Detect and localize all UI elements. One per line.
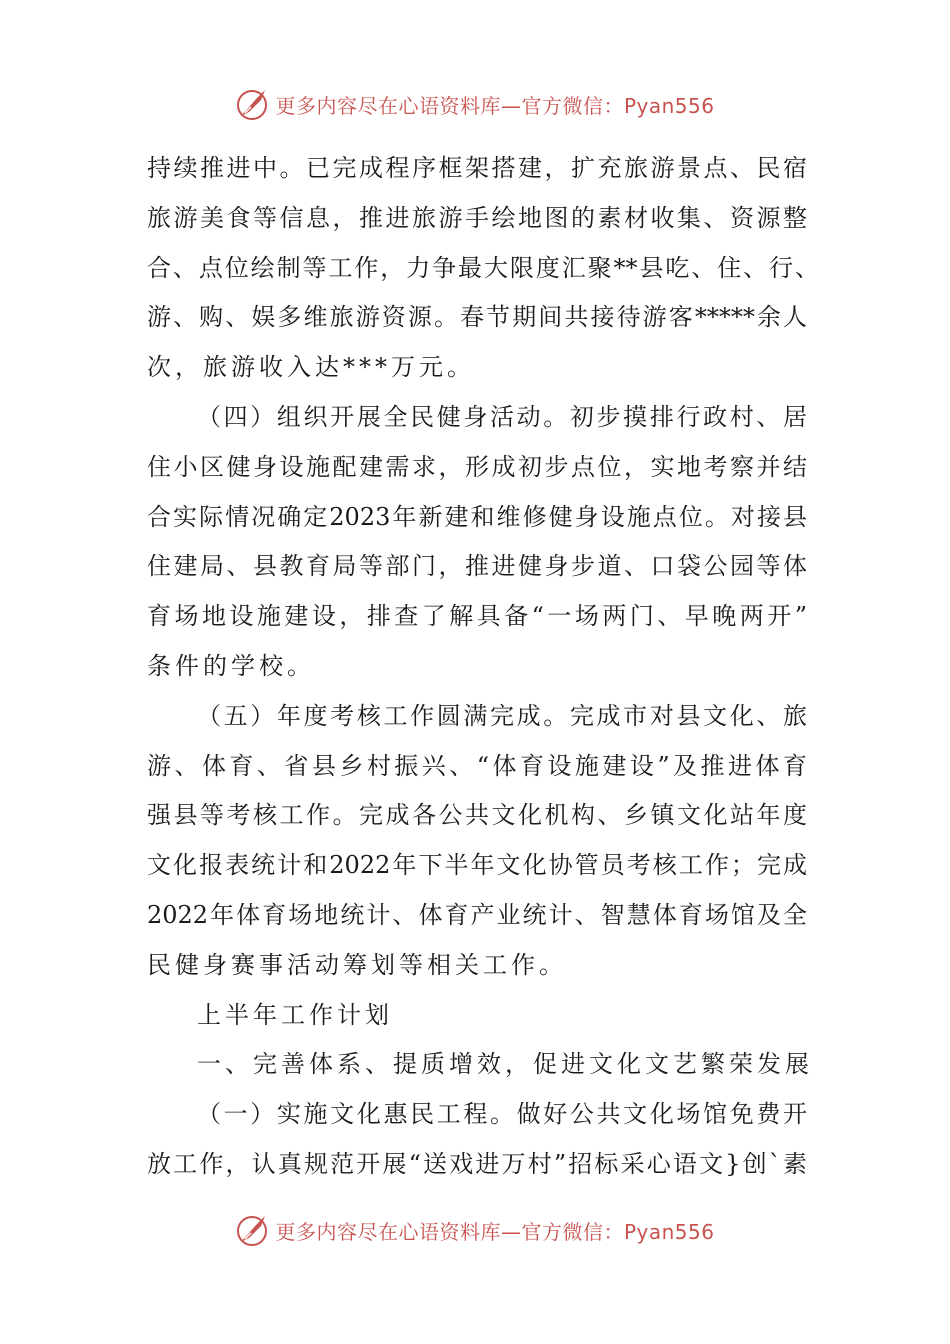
text-line: 合、点位绘制等工作，力争最大限度汇聚**县吃、住、行、 [147,253,819,282]
text-line: （四）组织开展全民健身活动。初步摸排行政村、居 [197,402,807,431]
text-line: 强县等考核工作。完成各公共文化机构、乡镇文化站年度 [147,801,807,830]
section-heading: 一、完善体系、提质增效，促进文化文艺繁荣发展 [197,1050,813,1079]
text-line: 合实际情况确定2023年新建和维修健身设施点位。对接县 [147,502,807,531]
text-line: 次，旅游收入达***万元。 [147,353,475,382]
text-line: （一）实施文化惠民工程。做好公共文化场馆免费开 [197,1100,807,1129]
quill-logo-icon [235,1212,271,1248]
text-line: 旅游美食等信息，推进旅游手绘地图的素材收集、资源整 [147,203,807,232]
text-line: 民健身赛事活动筹划等相关工作。 [147,950,567,979]
text-line: 条件的学校。 [147,651,315,680]
footer-watermark [0,1210,950,1250]
section-heading: 上半年工作计划 [197,1000,393,1029]
text-line: 游、购、娱多维旅游资源。春节期间共接待游客*****余人 [147,303,807,332]
text-line: 住小区健身设施配建需求，形成初步点位，实地考察并结 [147,452,807,481]
watermark-text: 更多内容尽在心语资料库—官方微信：Pyan556 [275,1219,715,1244]
quill-logo-icon [235,86,271,122]
text-line: 2022年体育场地统计、体育产业统计、智慧体育场馆及全 [147,900,807,929]
text-line: 育场地设施建设，排查了解具备“一场两门、早晚两开” [147,602,807,631]
text-line: 住建局、县教育局等部门，推进健身步道、口袋公园等体 [147,552,807,581]
header-watermark [0,84,950,124]
text-line: （五）年度考核工作圆满完成。完成市对县文化、旅 [197,701,807,730]
text-line: 持续推进中。已完成程序框架搭建，扩充旅游景点、民宿 [147,154,807,182]
text-line: 文化报表统计和2022年下半年文化协管员考核工作；完成 [147,851,807,880]
text-line: 游、体育、省县乡村振兴、“体育设施建设”及推进体育 [147,751,807,780]
text-line: 放工作，认真规范开展“送戏进万村”招标采心语文}创`素 [147,1149,807,1178]
watermark-text: 更多内容尽在心语资料库—官方微信：Pyan556 [275,93,715,118]
document-body [147,144,819,1190]
